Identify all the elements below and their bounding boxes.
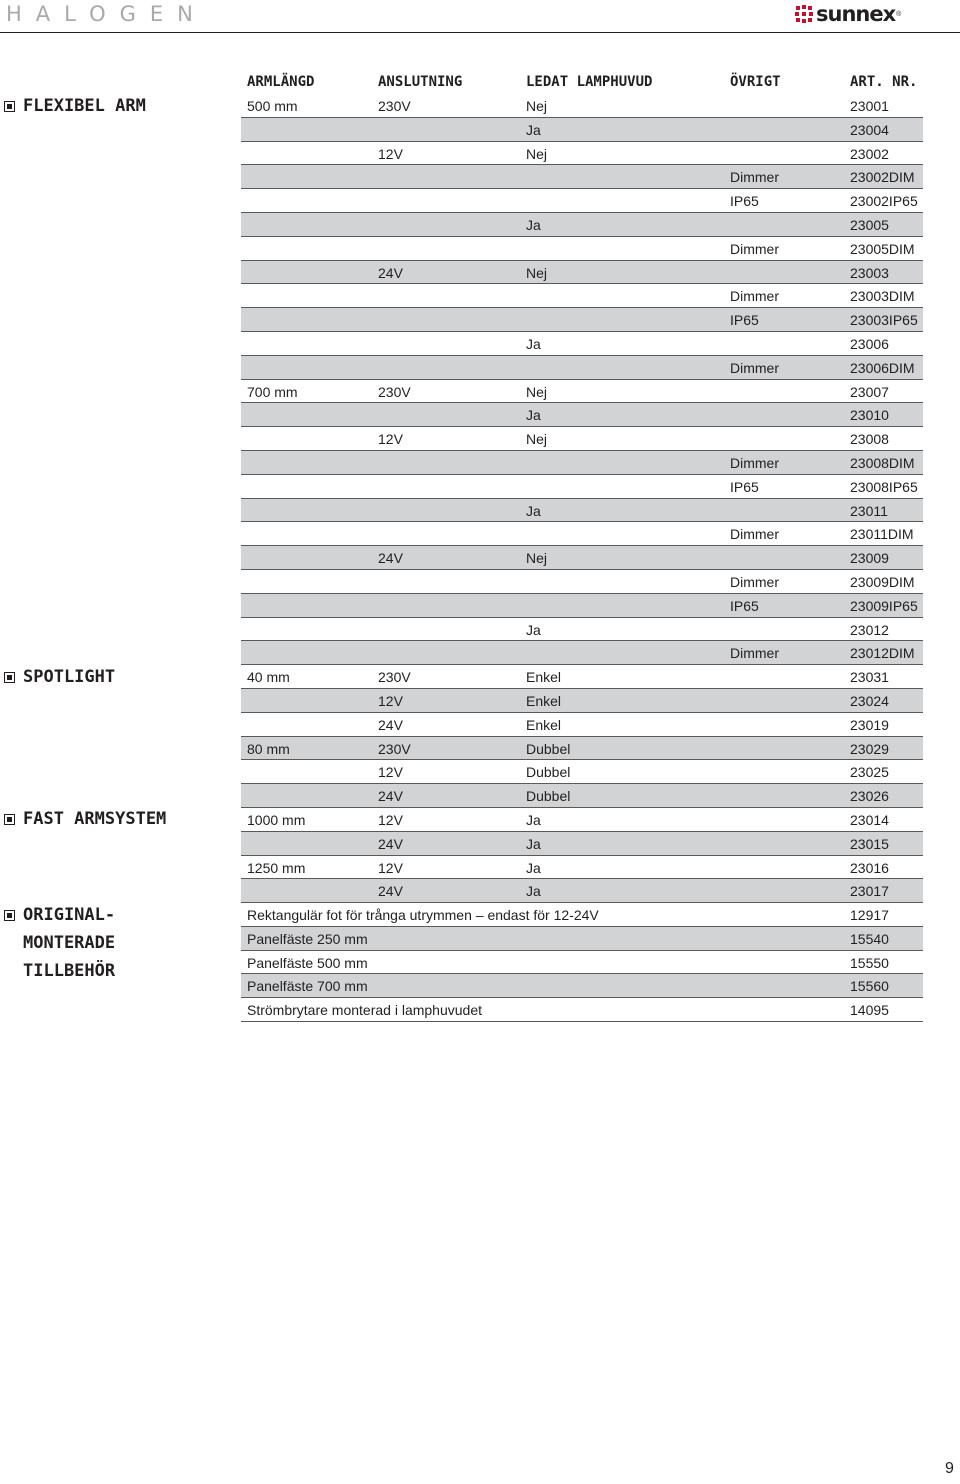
section-label: FLEXIBEL ARM (23, 96, 146, 116)
cell-ovrigt: IP65 (730, 312, 759, 329)
cell-anslutning: 230V (378, 383, 411, 400)
cell-ovrigt: Dimmer (730, 359, 779, 376)
table-row (241, 475, 923, 499)
table-row (241, 427, 923, 451)
section-label: SPOTLIGHT (23, 667, 116, 687)
cell-ovrigt: IP65 (730, 478, 759, 495)
sunnex-logo-icon (794, 4, 814, 24)
cell-art-nr: 23002 (850, 145, 889, 162)
cell-ovrigt: Dimmer (730, 288, 779, 305)
section-spotlight (4, 668, 115, 691)
square-bullet-icon (4, 814, 15, 825)
table-row (241, 808, 923, 832)
cell-art-nr: 23012DIM (850, 645, 915, 662)
product-table (241, 67, 923, 1022)
cell-ledat: Dubbel (526, 764, 571, 781)
cell-ledat: Nej (526, 264, 548, 281)
cell-art-nr: 23006DIM (850, 359, 915, 376)
table-row (241, 546, 923, 570)
column-header-anslutning: ANSLUTNING (378, 74, 463, 90)
section-original-monterade-tillbehor (4, 906, 115, 985)
registered-mark: ® (896, 10, 902, 18)
cell-anslutning: 24V (378, 883, 403, 900)
cell-armlangd: 40 mm (247, 669, 290, 686)
header-rule (0, 32, 960, 33)
table-row (241, 879, 923, 903)
cell-anslutning: 12V (378, 811, 403, 828)
cell-anslutning: 12V (378, 764, 403, 781)
cell-ledat: Ja (526, 502, 541, 519)
cell-art-nr: 23009IP65 (850, 597, 918, 614)
cell-art-nr: 15550 (850, 954, 889, 971)
table-row (241, 689, 923, 713)
cell-art-nr: 23006 (850, 335, 889, 352)
cell-art-nr: 23009DIM (850, 573, 915, 590)
section-fast-armsystem (4, 810, 166, 833)
square-bullet-icon (4, 672, 15, 683)
section-label: ORIGINAL- MONTERADE TILLBEHÖR (23, 905, 116, 981)
cell-ledat: Dubbel (526, 788, 571, 805)
cell-art-nr: 23024 (850, 692, 889, 709)
cell-description: Strömbrytare monterad i lamphuvudet (247, 1002, 482, 1019)
page-category-title: HALOGEN (6, 2, 207, 26)
cell-art-nr: 23019 (850, 716, 889, 733)
cell-art-nr: 12917 (850, 907, 889, 924)
table-row (241, 998, 923, 1022)
section-label: FAST ARMSYSTEM (23, 809, 167, 829)
table-row (241, 451, 923, 475)
table-row (241, 665, 923, 689)
cell-art-nr: 23009 (850, 550, 889, 567)
cell-ovrigt: Dimmer (730, 645, 779, 662)
cell-armlangd: 1250 mm (247, 859, 306, 876)
cell-description: Panelfäste 700 mm (247, 978, 368, 995)
section-flexibel-arm (4, 97, 146, 120)
cell-ovrigt: Dimmer (730, 526, 779, 543)
table-row (241, 832, 923, 856)
table-row (241, 380, 923, 404)
cell-ledat: Nej (526, 98, 548, 114)
cell-ledat: Ja (526, 811, 541, 828)
cell-ovrigt: Dimmer (730, 169, 779, 186)
square-bullet-icon (4, 101, 15, 112)
cell-art-nr: 23029 (850, 740, 889, 757)
cell-art-nr: 23002IP65 (850, 193, 918, 210)
table-row (241, 165, 923, 189)
table-row (241, 903, 923, 927)
cell-ledat: Ja (526, 407, 541, 424)
table-row (241, 951, 923, 975)
cell-armlangd: 1000 mm (247, 811, 306, 828)
column-header-armlangd: ARMLÄNGD (247, 74, 315, 90)
cell-art-nr: 23012 (850, 621, 889, 638)
table-row (241, 213, 923, 237)
cell-description: Panelfäste 250 mm (247, 930, 368, 947)
table-row (241, 189, 923, 213)
cell-art-nr: 23031 (850, 669, 889, 686)
cell-anslutning: 230V (378, 98, 411, 114)
cell-anslutning: 230V (378, 669, 411, 686)
cell-art-nr: 23010 (850, 407, 889, 424)
cell-art-nr: 23026 (850, 788, 889, 805)
cell-anslutning: 12V (378, 692, 403, 709)
cell-ledat: Nej (526, 431, 548, 448)
table-row (241, 94, 923, 118)
cell-anslutning: 24V (378, 550, 403, 567)
table-row (241, 570, 923, 594)
cell-art-nr: 23008DIM (850, 454, 915, 471)
table-row (241, 713, 923, 737)
cell-art-nr: 23007 (850, 383, 889, 400)
cell-ledat: Nej (526, 145, 548, 162)
cell-ledat: Ja (526, 859, 541, 876)
cell-art-nr: 23017 (850, 883, 889, 900)
table-header (241, 67, 923, 94)
table-row (241, 499, 923, 523)
cell-ovrigt: IP65 (730, 193, 759, 210)
cell-description: Panelfäste 500 mm (247, 954, 368, 971)
sunnex-logo (794, 2, 901, 26)
cell-ledat: Ja (526, 621, 541, 638)
cell-ovrigt: IP65 (730, 597, 759, 614)
cell-ovrigt: Dimmer (730, 454, 779, 471)
cell-description: Rektangulär fot för trånga utrymmen – endast för 12-24V (247, 907, 599, 924)
page-number: 9 (945, 1460, 954, 1477)
table-row (241, 784, 923, 808)
cell-armlangd: 700 mm (247, 383, 298, 400)
table-row (241, 760, 923, 784)
table-row (241, 403, 923, 427)
column-header-art-nr: ART. NR. (850, 74, 918, 90)
table-row (241, 356, 923, 380)
cell-ledat: Ja (526, 121, 541, 138)
cell-art-nr: 23003DIM (850, 288, 915, 305)
cell-anslutning: 24V (378, 716, 403, 733)
table-row (241, 927, 923, 951)
cell-anslutning: 12V (378, 431, 403, 448)
cell-ovrigt: Dimmer (730, 573, 779, 590)
cell-art-nr: 23001 (850, 98, 889, 114)
cell-ledat: Ja (526, 335, 541, 352)
column-header-ledat-lamphuvud: LEDAT LAMPHUVUD (526, 74, 653, 90)
square-bullet-icon (4, 910, 15, 921)
cell-ledat: Nej (526, 383, 548, 400)
table-row (241, 261, 923, 285)
cell-art-nr: 14095 (850, 1002, 889, 1019)
cell-anslutning: 230V (378, 740, 411, 757)
cell-anslutning: 24V (378, 788, 403, 805)
cell-art-nr: 23002DIM (850, 169, 915, 186)
cell-ledat: Ja (526, 883, 541, 900)
table-row (241, 237, 923, 261)
cell-ledat: Enkel (526, 692, 562, 709)
sunnex-logo-text: sunnex (816, 2, 896, 26)
table-row (241, 618, 923, 642)
table-row (241, 974, 923, 998)
cell-art-nr: 23025 (850, 764, 889, 781)
cell-art-nr: 23004 (850, 121, 889, 138)
cell-ledat: Nej (526, 550, 548, 567)
cell-ledat: Dubbel (526, 740, 571, 757)
table-row (241, 641, 923, 665)
cell-ledat: Enkel (526, 669, 562, 686)
table-body (241, 94, 923, 1022)
table-row (241, 594, 923, 618)
cell-anslutning: 24V (378, 835, 403, 852)
cell-anslutning: 12V (378, 859, 403, 876)
table-row (241, 142, 923, 166)
cell-art-nr: 23008 (850, 431, 889, 448)
table-row (241, 737, 923, 761)
table-row (241, 308, 923, 332)
cell-art-nr: 23005 (850, 216, 889, 233)
table-row (241, 856, 923, 880)
cell-art-nr: 23015 (850, 835, 889, 852)
cell-art-nr: 23003IP65 (850, 312, 918, 329)
cell-art-nr: 23003 (850, 264, 889, 281)
cell-art-nr: 23008IP65 (850, 478, 918, 495)
cell-art-nr: 23011DIM (850, 526, 914, 543)
cell-art-nr: 23016 (850, 859, 889, 876)
table-row (241, 522, 923, 546)
cell-armlangd: 80 mm (247, 740, 290, 757)
cell-ledat: Ja (526, 835, 541, 852)
cell-art-nr: 15560 (850, 978, 889, 995)
cell-art-nr: 23011 (850, 502, 888, 519)
cell-art-nr: 23014 (850, 811, 889, 828)
cell-ovrigt: Dimmer (730, 240, 779, 257)
cell-anslutning: 12V (378, 145, 403, 162)
cell-art-nr: 15540 (850, 930, 889, 947)
table-row (241, 332, 923, 356)
cell-ledat: Ja (526, 216, 541, 233)
cell-armlangd: 500 mm (247, 98, 298, 114)
cell-ledat: Enkel (526, 716, 562, 733)
cell-anslutning: 24V (378, 264, 403, 281)
column-header-ovrigt: ÖVRIGT (730, 74, 781, 90)
cell-art-nr: 23005DIM (850, 240, 915, 257)
table-row (241, 118, 923, 142)
table-row (241, 284, 923, 308)
